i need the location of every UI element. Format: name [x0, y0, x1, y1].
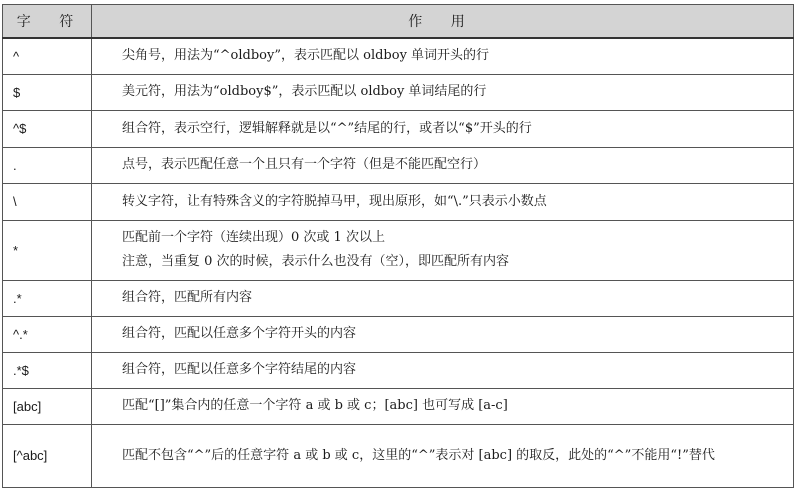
- row-description: [92, 352, 794, 388]
- table-row: [3, 280, 794, 316]
- row-symbol: ^$: [3, 110, 92, 147]
- row-description: [92, 424, 794, 487]
- row-description: [92, 74, 794, 110]
- table-row: [3, 183, 794, 220]
- table-row: [3, 38, 794, 74]
- row-symbol: .*$: [3, 352, 92, 388]
- description-line: 组合符，表示空行，逻辑解释就是以“^”结尾的行，或者以“$”开头的行: [122, 120, 532, 136]
- row-symbol: [abc]: [3, 388, 92, 424]
- description-line: 尖角号，用法为“^oldboy”，表示匹配以 oldboy 单词开头的行: [122, 48, 490, 64]
- description-line: 转义字符，让有特殊含义的字符脱掉马甲，现出原形，如“\.”只表示小数点: [122, 193, 547, 209]
- row-description: [92, 147, 794, 183]
- description-line: 点号，表示匹配任意一个且只有一个字符（但是不能匹配空行）: [122, 157, 487, 172]
- table-row: [3, 316, 794, 352]
- table-row: [3, 352, 794, 388]
- description-line: 匹配“[]”集合内的任意一个字符 a 或 b 或 c；[abc] 也可写成 [a-c]: [122, 398, 508, 413]
- description-line: 组合符，匹配以任意多个字符结尾的内容: [122, 362, 357, 377]
- row-symbol: ^: [3, 38, 92, 74]
- table-header-row: [3, 5, 794, 39]
- table-row: [3, 388, 794, 424]
- row-symbol: .*: [3, 280, 92, 316]
- description-line: 注意，当重复 0 次的时候，表示什么也没有（空），即匹配所有内容: [122, 254, 510, 269]
- description-line: 匹配不包含“^”后的任意字符 a 或 b 或 c，这里的“^”表示对 [abc] 的取反，此处的“^”不能用“!”替代: [122, 447, 715, 463]
- row-symbol: [^abc]: [3, 424, 92, 487]
- table-row: [3, 424, 794, 487]
- row-symbol: .: [3, 147, 92, 183]
- table-row: [3, 220, 794, 280]
- description-line: 美元符，用法为“oldboy$”，表示匹配以 oldboy 单词结尾的行: [122, 84, 487, 99]
- row-description: [92, 38, 794, 74]
- table-row: [3, 147, 794, 183]
- row-symbol: $: [3, 74, 92, 110]
- header-symbol: 字 符: [3, 5, 92, 39]
- header-usage: 作 用: [92, 5, 794, 39]
- row-description: [92, 220, 794, 280]
- row-symbol: \: [3, 183, 92, 220]
- regex-symbol-table: [2, 4, 794, 488]
- row-description: [92, 183, 794, 220]
- row-description: [92, 110, 794, 147]
- description-line: 匹配前一个字符（连续出现）0 次或 1 次以上: [122, 230, 385, 245]
- row-description: [92, 388, 794, 424]
- table-row: [3, 74, 794, 110]
- table-row: [3, 110, 794, 147]
- row-symbol: ^.*: [3, 316, 92, 352]
- description-line: 组合符，匹配以任意多个字符开头的内容: [122, 326, 357, 341]
- row-symbol: *: [3, 220, 92, 280]
- description-line: 组合符，匹配所有内容: [122, 290, 253, 305]
- row-description: [92, 316, 794, 352]
- row-description: [92, 280, 794, 316]
